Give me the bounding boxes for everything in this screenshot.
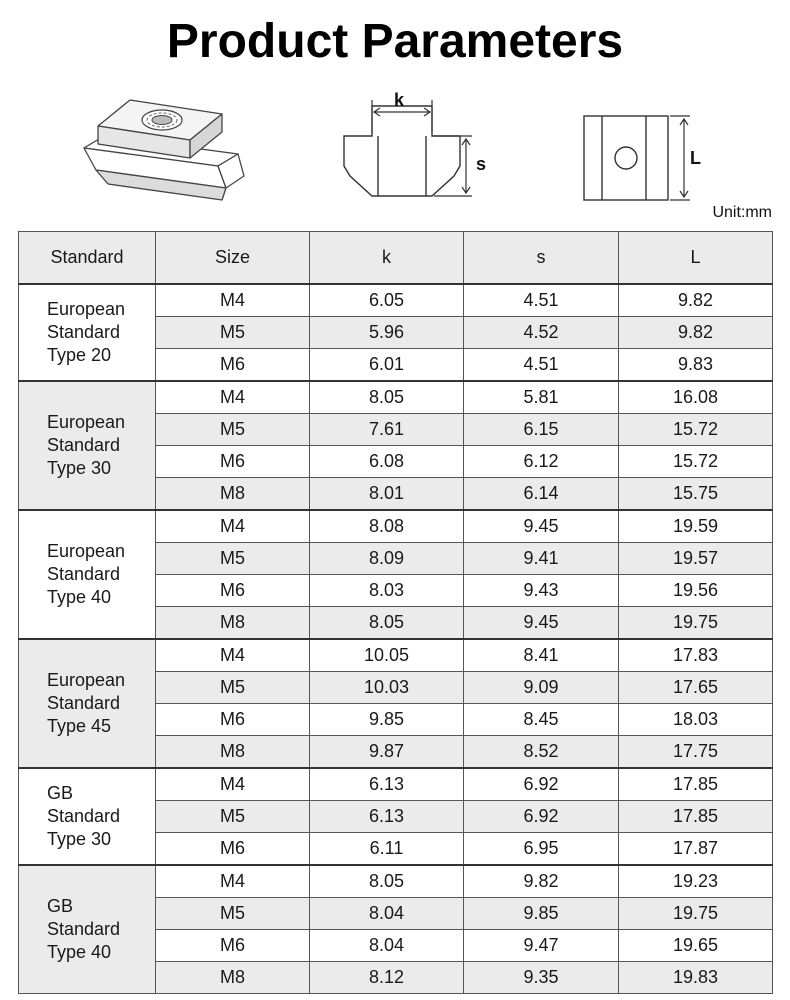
size-cell: M5	[156, 414, 310, 446]
l-cell: 17.75	[619, 736, 773, 769]
table-row	[19, 284, 773, 317]
k-cell: 8.08	[310, 510, 464, 543]
k-cell: 6.05	[310, 284, 464, 317]
standard-cell	[19, 510, 156, 639]
size-cell: M4	[156, 768, 310, 801]
k-cell: 8.05	[310, 381, 464, 414]
unit-label: Unit:mm	[712, 204, 772, 221]
size-cell: M4	[156, 510, 310, 543]
size-cell: M5	[156, 543, 310, 575]
table-row	[19, 639, 773, 672]
table-row	[19, 510, 773, 543]
standard-name-line: European	[47, 670, 126, 690]
k-cell: 8.05	[310, 607, 464, 640]
header-s: s	[464, 232, 619, 285]
s-cell: 8.52	[464, 736, 619, 769]
k-cell: 8.12	[310, 962, 464, 994]
l-cell: 9.82	[619, 317, 773, 349]
s-cell: 9.41	[464, 543, 619, 575]
standard-name-line: Standard	[47, 806, 121, 826]
standard-group	[19, 381, 773, 510]
size-cell: M6	[156, 575, 310, 607]
s-dimension-label: s	[476, 154, 487, 174]
k-cell: 8.04	[310, 898, 464, 930]
header-l: L	[619, 232, 773, 285]
l-cell: 18.03	[619, 704, 773, 736]
s-cell: 6.12	[464, 446, 619, 478]
standard-cell	[19, 381, 156, 510]
k-dimension-label: k	[394, 90, 405, 110]
standard-name-line: Standard	[47, 919, 121, 939]
standard-name-line: Standard	[47, 693, 121, 713]
size-cell: M6	[156, 833, 310, 866]
k-cell: 7.61	[310, 414, 464, 446]
header-size: Size	[156, 232, 310, 285]
s-cell: 9.45	[464, 510, 619, 543]
header-k: k	[310, 232, 464, 285]
size-cell: M4	[156, 381, 310, 414]
standard-name-line: European	[47, 299, 126, 319]
standard-name-line: Type 30	[47, 829, 112, 849]
k-cell: 10.05	[310, 639, 464, 672]
s-cell: 4.52	[464, 317, 619, 349]
s-cell: 8.45	[464, 704, 619, 736]
l-cell: 19.75	[619, 607, 773, 640]
l-cell: 17.83	[619, 639, 773, 672]
standard-name-line: Type 20	[47, 345, 112, 365]
standard-group	[19, 510, 773, 639]
k-cell: 8.04	[310, 930, 464, 962]
s-cell: 6.15	[464, 414, 619, 446]
parameters-table	[18, 231, 773, 994]
s-cell: 6.92	[464, 768, 619, 801]
k-cell: 5.96	[310, 317, 464, 349]
table-row	[19, 381, 773, 414]
size-cell: M5	[156, 672, 310, 704]
k-cell: 6.11	[310, 833, 464, 866]
l-cell: 19.65	[619, 930, 773, 962]
standard-name-line: Type 45	[47, 716, 112, 736]
standard-group	[19, 639, 773, 768]
k-cell: 6.08	[310, 446, 464, 478]
s-cell: 6.14	[464, 478, 619, 511]
l-cell: 9.82	[619, 284, 773, 317]
size-cell: M4	[156, 284, 310, 317]
standard-name-line: Type 30	[47, 458, 112, 478]
standard-name-line: Standard	[47, 564, 121, 584]
k-cell: 8.03	[310, 575, 464, 607]
standard-cell	[19, 768, 156, 865]
t-nut-profile-diagram	[330, 86, 500, 206]
k-cell: 9.87	[310, 736, 464, 769]
table-row	[19, 865, 773, 898]
header-standard: Standard	[19, 232, 156, 285]
l-cell: 9.83	[619, 349, 773, 382]
l-cell: 15.75	[619, 478, 773, 511]
s-cell: 9.45	[464, 607, 619, 640]
standard-cell	[19, 865, 156, 994]
t-nut-top-view-diagram	[582, 114, 712, 206]
l-cell: 15.72	[619, 446, 773, 478]
l-cell: 19.83	[619, 962, 773, 994]
size-cell: M6	[156, 930, 310, 962]
l-cell: 17.85	[619, 801, 773, 833]
s-cell: 9.82	[464, 865, 619, 898]
t-nut-isometric-diagram	[76, 96, 266, 211]
standard-name-line: Type 40	[47, 587, 112, 607]
standard-group	[19, 865, 773, 994]
s-cell: 6.92	[464, 801, 619, 833]
s-cell: 9.43	[464, 575, 619, 607]
standard-name-line: European	[47, 412, 126, 432]
l-cell: 17.85	[619, 768, 773, 801]
table-header-row	[19, 232, 773, 285]
k-cell: 6.13	[310, 768, 464, 801]
k-cell: 8.09	[310, 543, 464, 575]
standard-name-line: Standard	[47, 322, 121, 342]
standard-name-line: Type 40	[47, 942, 112, 962]
l-cell: 19.57	[619, 543, 773, 575]
size-cell: M8	[156, 962, 310, 994]
size-cell: M5	[156, 317, 310, 349]
size-cell: M5	[156, 898, 310, 930]
size-cell: M4	[156, 865, 310, 898]
standard-group	[19, 768, 773, 865]
size-cell: M5	[156, 801, 310, 833]
s-cell: 8.41	[464, 639, 619, 672]
l-cell: 19.23	[619, 865, 773, 898]
standard-group	[19, 284, 773, 381]
standard-name-line: GB	[47, 896, 74, 916]
k-cell: 10.03	[310, 672, 464, 704]
standard-name-line: GB	[47, 783, 74, 803]
s-cell: 9.09	[464, 672, 619, 704]
k-cell: 8.01	[310, 478, 464, 511]
size-cell: M4	[156, 639, 310, 672]
standard-cell	[19, 284, 156, 381]
size-cell: M8	[156, 607, 310, 640]
s-cell: 9.85	[464, 898, 619, 930]
standard-name-line: European	[47, 541, 126, 561]
s-cell: 4.51	[464, 349, 619, 382]
k-cell: 9.85	[310, 704, 464, 736]
page-title: Product Parameters	[166, 15, 624, 68]
l-cell: 19.56	[619, 575, 773, 607]
size-cell: M8	[156, 736, 310, 769]
l-cell: 17.87	[619, 833, 773, 866]
s-cell: 6.95	[464, 833, 619, 866]
table-row	[19, 768, 773, 801]
s-cell: 9.47	[464, 930, 619, 962]
k-cell: 6.13	[310, 801, 464, 833]
s-cell: 9.35	[464, 962, 619, 994]
l-cell: 19.75	[619, 898, 773, 930]
standard-name-line: Standard	[47, 435, 121, 455]
size-cell: M6	[156, 704, 310, 736]
s-cell: 5.81	[464, 381, 619, 414]
k-cell: 8.05	[310, 865, 464, 898]
l-cell: 16.08	[619, 381, 773, 414]
s-cell: 4.51	[464, 284, 619, 317]
l-cell: 19.59	[619, 510, 773, 543]
standard-cell	[19, 639, 156, 768]
l-cell: 15.72	[619, 414, 773, 446]
size-cell: M6	[156, 446, 310, 478]
l-cell: 17.65	[619, 672, 773, 704]
k-cell: 6.01	[310, 349, 464, 382]
l-dimension-label: L	[690, 148, 701, 168]
size-cell: M6	[156, 349, 310, 382]
size-cell: M8	[156, 478, 310, 511]
